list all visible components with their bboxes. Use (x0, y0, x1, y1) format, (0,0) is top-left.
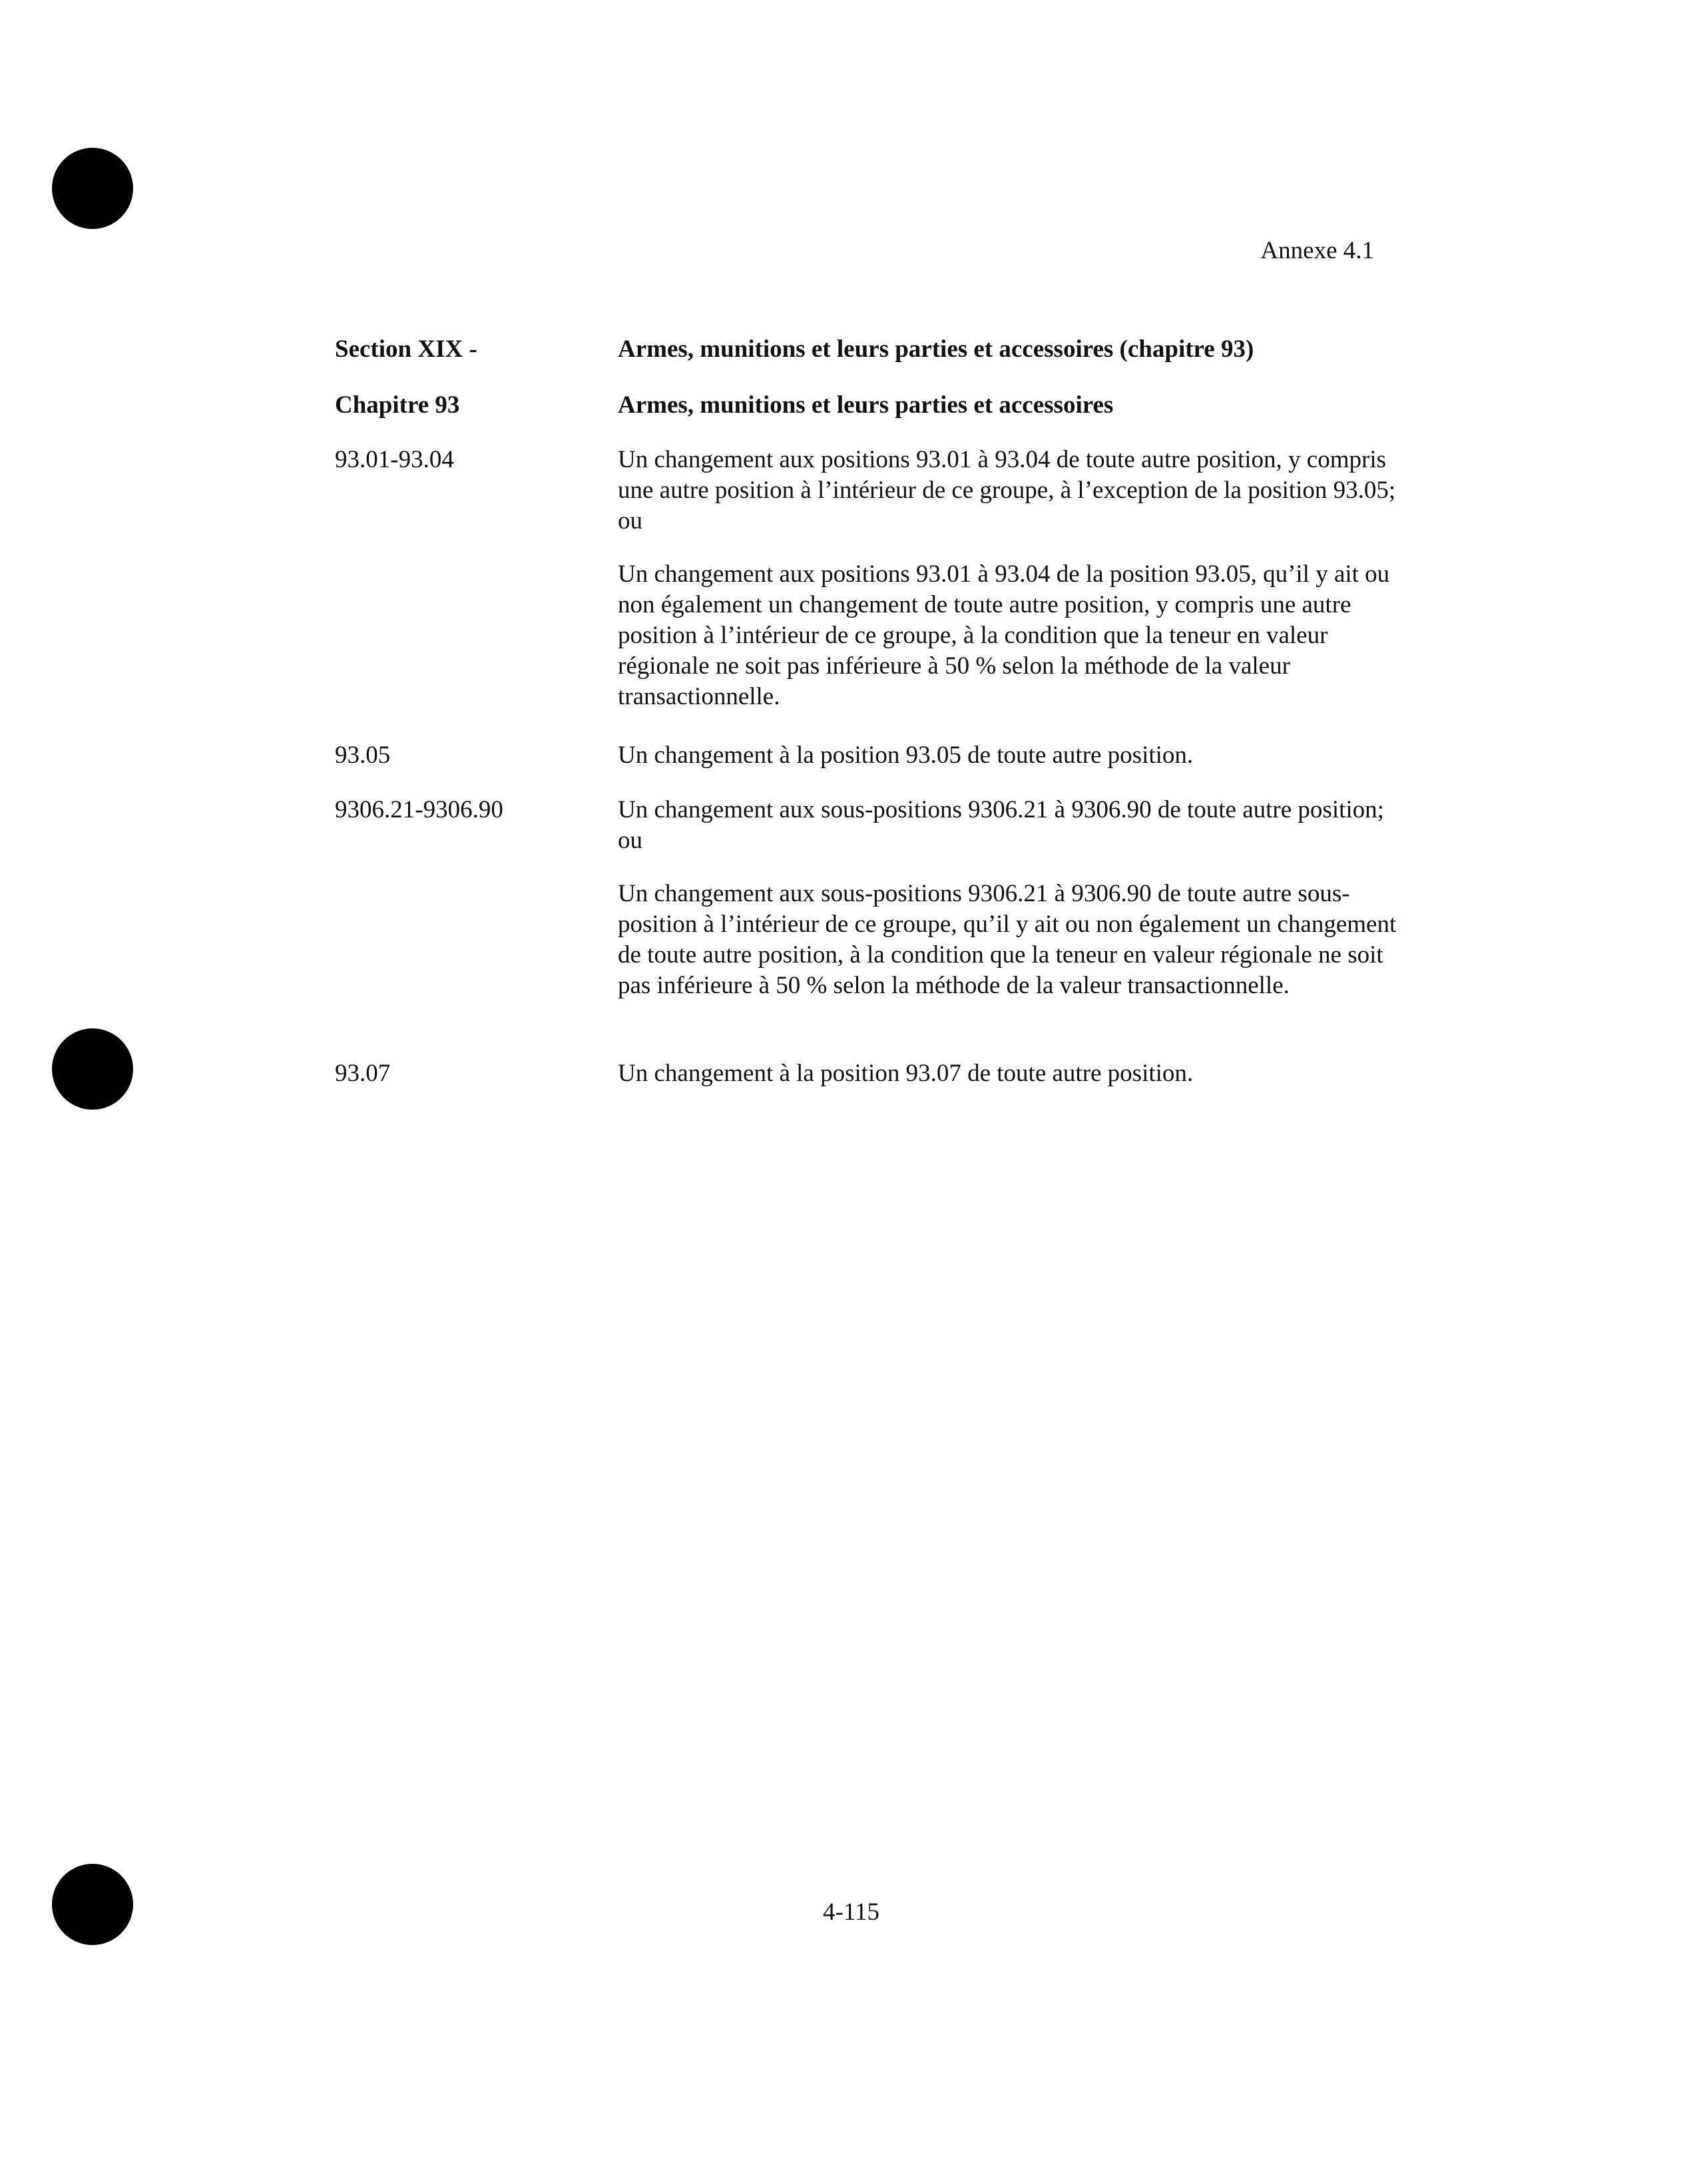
rule-text (618, 740, 1403, 771)
tariff-code: 93.07 (335, 1060, 391, 1087)
chapter-title: Armes, munitions et leurs parties et accessoires (618, 391, 1114, 419)
rule-text (618, 795, 1403, 1001)
rule-paragraph: Un changement aux sous-positions 9306.21 à 9306.90 de toute autre sous-position à l’intérieur de ce groupe, qu’il y ait ou non également un changement de toute autre position, à la condition que la teneur en valeur régionale ne soit pas inférieure à 50 % selon la méthode de la valeur transactionnelle. (618, 880, 1397, 999)
rule-paragraph: Un changement à la position 93.07 de toute autre position. (618, 1060, 1194, 1087)
page-number: 4-115 (823, 1898, 879, 1926)
rule-text (618, 445, 1403, 712)
tariff-code: 93.05 (335, 742, 391, 769)
punch-hole-top (52, 148, 133, 229)
tariff-code: 93.01-93.04 (335, 446, 454, 473)
punch-hole-middle (52, 1028, 133, 1110)
rule-paragraph: Un changement aux sous-positions 9306.21 à 9306.90 de toute autre position; ou (618, 796, 1384, 854)
rule-paragraph: Un changement aux positions 93.01 à 93.04 de toute autre position, y compris une autre position à l’intérieur de ce groupe, à l’exception de la position 93.05; ou (618, 446, 1396, 535)
section-code: Section XIX - (335, 335, 477, 363)
chapter-code: Chapitre 93 (335, 391, 460, 419)
rule-text (618, 1058, 1403, 1089)
punch-hole-bottom (52, 1864, 133, 1945)
section-title: Armes, munitions et leurs parties et accessoires (chapitre 93) (618, 335, 1254, 363)
tariff-code: 9306.21-9306.90 (335, 796, 503, 823)
rule-paragraph: Un changement aux positions 93.01 à 93.04 de la position 93.05, qu’il y ait ou non également un changement de toute autre position, y compris une autre position à l’intérieur de ce groupe, à la condition que la teneur en valeur régionale ne soit pas inférieure à 50 % selon la méthode de la valeur transactionnelle. (618, 560, 1390, 710)
annex-label: Annexe 4.1 (1260, 237, 1374, 264)
rule-paragraph: Un changement à la position 93.05 de toute autre position. (618, 742, 1194, 769)
